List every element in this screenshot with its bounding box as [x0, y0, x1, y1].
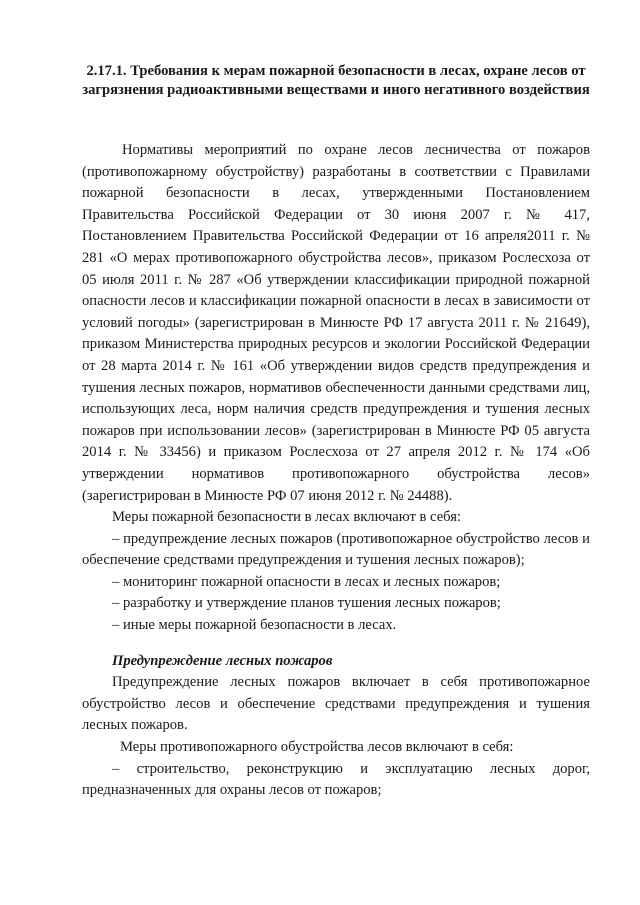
document-body: [82, 140, 590, 802]
list-item: – разработку и утверждение планов тушения лесных пожаров;: [112, 595, 501, 612]
intro-paragraph: Нормативы мероприятий по охране лесов лесничества от пожаров (противопожарному обустройству) разработаны в соответствии с Правилами пожарной безопасности в лесах, утвержденными Постановлением Правительства Российской Федерации от 30 июня 2007 г. № 417, Постановлением Правительства Российской Федерации от 16 апреля2011 г. № 281 «О мерах противопожарного обустройства лесов», приказом Рослесхоза от 05 июля 2011 г. № 287 «Об утверждении классификации природной пожарной опасности лесов и классификации пожарной опасности в лесах в зависимости от условий погоды» (зарегистрирован в Минюсте РФ 17 августа 2011 г. № 21649), приказом Министерства природных ресурсов и экологии Российской Федерации от 28 марта 2014 г. № 161 «Об утверждении видов средств предупреждения и тушения лесных пожаров, нормативов обеспеченности данными средствами лиц, использующих леса, норм наличия средств предупреждения и тушения лесных пожаров при использовании лесов» (зарегистрирован в Минюсте РФ 05 августа 2014 г. № 33456) и приказом Рослесхоза от 27 апреля 2012 г. № 174 «Об утверждении нормативов противопожарного обустройства лесов» (зарегистрирован в Минюсте РФ 07 июня 2012 г. № 24488).: [82, 142, 590, 504]
list-item: – предупреждение лесных пожаров (противопожарное обустройство лесов и обеспечение средствами предупреждения и тушения лесных пожаров);: [82, 530, 590, 569]
section-heading: 2.17.1. Требования к мерам пожарной безопасности в лесах, охране лесов от загрязнения радиоактивными веществами и иного негативного воздействия: [82, 63, 590, 98]
prevention-paragraph: Предупреждение лесных пожаров включает в себя противопожарное обустройство лесов и обеспечение средствами предупреждения и тушения лесных пожаров.: [82, 674, 590, 734]
list-item: – строительство, реконструкцию и эксплуатацию лесных дорог, предназначенных для охраны лесов от пожаров;: [82, 760, 590, 799]
arrangement-intro-paragraph: Меры противопожарного обустройства лесов включают в себя:: [120, 739, 514, 756]
list-item: – мониторинг пожарной опасности в лесах и лесных пожаров;: [112, 573, 501, 590]
subsection-heading: Предупреждение лесных пожаров: [112, 652, 333, 669]
list-item: – иные меры пожарной безопасности в лесах.: [112, 617, 397, 634]
measures-intro-paragraph: Меры пожарной безопасности в лесах включают в себя:: [112, 509, 461, 526]
